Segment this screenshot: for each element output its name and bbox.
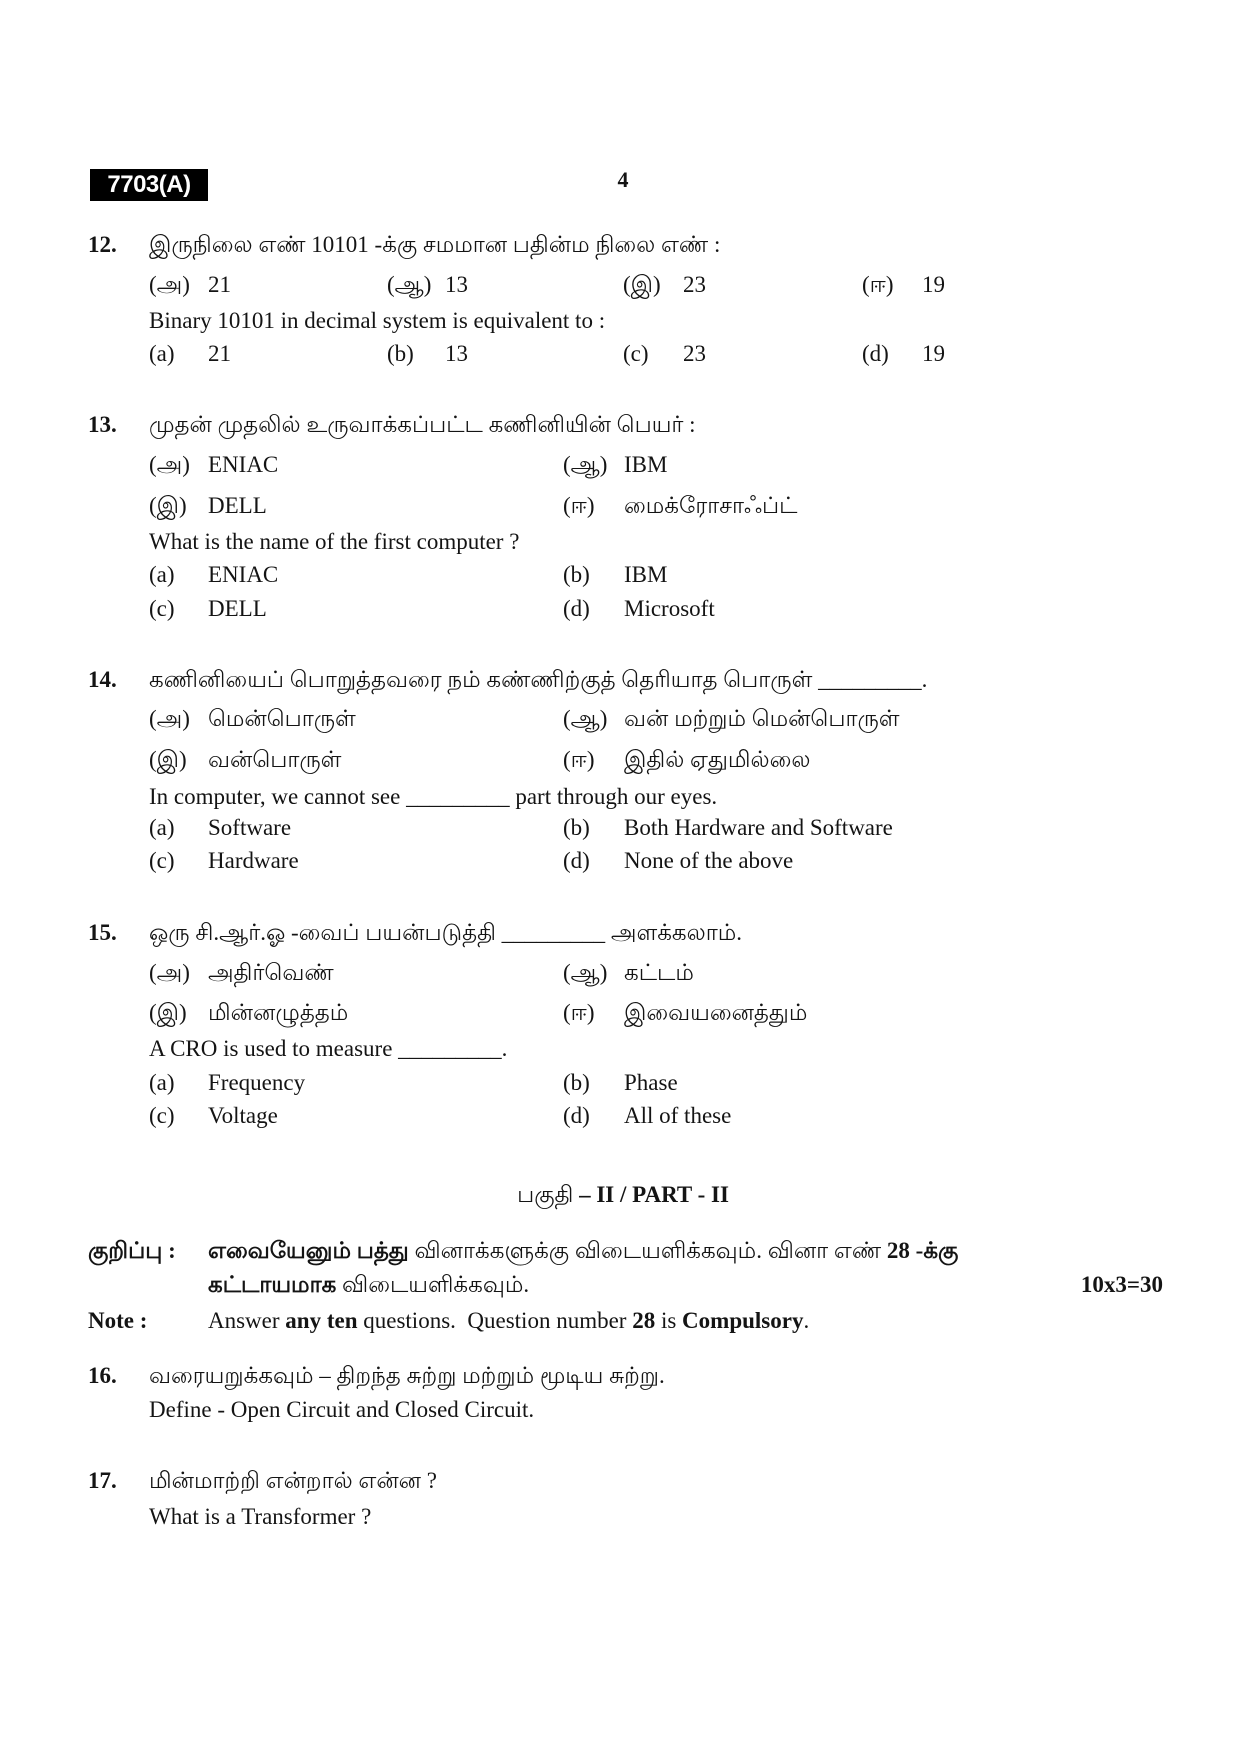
option-label: (இ) <box>623 272 661 297</box>
note-text: . <box>803 1308 810 1333</box>
option-text: 13 <box>445 341 468 366</box>
question-text-tamil: இருநிலை எண் 10101 -க்கு சமமான பதின்ம நிலை எண் : <box>149 232 721 257</box>
option-text: மைக்ரோசாஃப்ட் <box>624 493 798 518</box>
option-label: (d) <box>862 341 889 366</box>
option-text: 21 <box>208 272 231 297</box>
note-text: வினாக்களுக்கு விடையளிக்கவும். வினா எண் <box>414 1238 882 1263</box>
question-number: 12. <box>88 232 117 257</box>
paper-code-badge: 7703(A) <box>90 169 208 201</box>
option-text: ENIAC <box>208 562 279 587</box>
option-label: (ஆ) <box>563 706 608 731</box>
note-text-tamil-line-2 <box>208 1270 529 1300</box>
option-text: IBM <box>624 452 668 477</box>
option-label: (அ) <box>149 272 190 297</box>
option-text: DELL <box>208 596 267 621</box>
question-text-english: Binary 10101 in decimal system is equivalent to : <box>149 308 606 333</box>
option-label: (c) <box>149 1103 175 1128</box>
option-text: None of the above <box>624 848 794 873</box>
question-text-tamil: மின்மாற்றி என்றால் என்ன ? <box>149 1468 437 1493</box>
option-text: Frequency <box>208 1070 306 1095</box>
note-emphasis: any ten <box>285 1308 358 1333</box>
option-label: (b) <box>563 815 590 840</box>
question-text-english: A CRO is used to measure _________. <box>149 1036 508 1061</box>
option-text: அதிர்வெண் <box>208 960 334 985</box>
part-heading-english: – II / PART - II <box>579 1182 729 1207</box>
option-text: 23 <box>683 272 706 297</box>
option-text: Phase <box>624 1070 678 1095</box>
option-text: ENIAC <box>208 452 279 477</box>
option-text: கட்டம் <box>624 960 694 985</box>
note-text: is <box>660 1308 677 1333</box>
option-text: இவையனைத்தும் <box>624 1000 808 1025</box>
option-text: வன் மற்றும் மென்பொருள் <box>624 706 900 731</box>
option-text: 19 <box>922 272 945 297</box>
note-text: questions. Question number <box>363 1308 627 1333</box>
option-label: (a) <box>149 815 175 840</box>
note-emphasis: 28 <box>632 1308 656 1333</box>
option-label: (c) <box>149 848 175 873</box>
option-text: Both Hardware and Software <box>624 815 893 840</box>
option-label: (அ) <box>149 706 190 731</box>
option-label: (ஈ) <box>563 1000 595 1025</box>
option-label: (ஆ) <box>387 272 432 297</box>
note-text-tamil-line-1 <box>208 1236 958 1266</box>
option-label: (அ) <box>149 960 190 985</box>
option-label: (a) <box>149 341 175 366</box>
option-label: (c) <box>149 596 175 621</box>
option-label: (c) <box>623 341 649 366</box>
option-label: (b) <box>563 562 590 587</box>
question-text-tamil: முதன் முதலில் உருவாக்கப்பட்ட கணினியின் பெயர் : <box>149 412 696 437</box>
option-label: (ஈ) <box>862 272 894 297</box>
option-text: 23 <box>683 341 706 366</box>
option-label: (d) <box>563 848 590 873</box>
option-label: (ஈ) <box>563 747 595 772</box>
option-label: (b) <box>387 341 414 366</box>
option-label: (இ) <box>149 1000 187 1025</box>
option-label: (ஆ) <box>563 452 608 477</box>
option-text: 21 <box>208 341 231 366</box>
option-label: (a) <box>149 1070 175 1095</box>
option-text: வன்பொருள் <box>208 747 342 772</box>
question-text-tamil: கணினியைப் பொறுத்தவரை நம் கண்ணிற்குத் தெரியாத பொருள் _________. <box>149 667 928 692</box>
option-text: மென்பொருள் <box>208 706 356 731</box>
question-number: 14. <box>88 667 117 692</box>
option-label: (அ) <box>149 452 190 477</box>
option-text: All of these <box>624 1103 732 1128</box>
question-text-english: Define - Open Circuit and Closed Circuit. <box>149 1397 535 1422</box>
note-text-english <box>208 1306 809 1336</box>
option-label: (a) <box>149 562 175 587</box>
question-number: 15. <box>88 920 117 945</box>
option-label: (d) <box>563 1103 590 1128</box>
option-text: மின்னழுத்தம் <box>208 1000 349 1025</box>
note-text: விடையளிக்கவும். <box>342 1272 530 1297</box>
note-emphasis: Compulsory <box>682 1308 804 1333</box>
marks-allocation: 10x3=30 <box>1080 1272 1163 1297</box>
option-label: (இ) <box>149 747 187 772</box>
note-emphasis: கட்டாயமாக <box>208 1272 337 1297</box>
option-label: (ஆ) <box>563 960 608 985</box>
question-text-english: In computer, we cannot see _________ part through our eyes. <box>149 784 718 809</box>
question-text-tamil: ஒரு சி.ஆர்.ஓ -வைப் பயன்படுத்தி _________ அளக்கலாம். <box>149 920 743 945</box>
question-text-english: What is the name of the first computer ? <box>149 529 520 554</box>
question-number: 13. <box>88 412 117 437</box>
note-label-english: Note : <box>88 1308 148 1333</box>
option-label: (ஈ) <box>563 493 595 518</box>
note-emphasis: எவையேனும் பத்து <box>208 1238 409 1263</box>
question-number: 16. <box>88 1363 117 1388</box>
option-text: 13 <box>445 272 468 297</box>
option-text: DELL <box>208 493 267 518</box>
question-number: 17. <box>88 1468 117 1493</box>
note-text: Answer <box>208 1308 280 1333</box>
question-text-tamil: வரையறுக்கவும் – திறந்த சுற்று மற்றும் மூடிய சுற்று. <box>149 1363 665 1388</box>
option-text: Microsoft <box>624 596 715 621</box>
option-label: (இ) <box>149 493 187 518</box>
option-text: IBM <box>624 562 668 587</box>
question-text-english: What is a Transformer ? <box>149 1504 372 1529</box>
option-text: 19 <box>922 341 945 366</box>
option-text: Hardware <box>208 848 299 873</box>
note-label-tamil: குறிப்பு : <box>88 1238 176 1263</box>
option-text: இதில் ஏதுமில்லை <box>624 747 811 772</box>
option-text: Voltage <box>208 1103 278 1128</box>
option-label: (d) <box>563 596 590 621</box>
option-label: (b) <box>563 1070 590 1095</box>
page-number: 4 <box>617 167 629 192</box>
part-heading <box>0 1180 1240 1210</box>
option-text: Software <box>208 815 292 840</box>
note-emphasis: 28 -க்கு <box>886 1238 959 1263</box>
part-heading-tamil: பகுதி <box>517 1182 574 1207</box>
